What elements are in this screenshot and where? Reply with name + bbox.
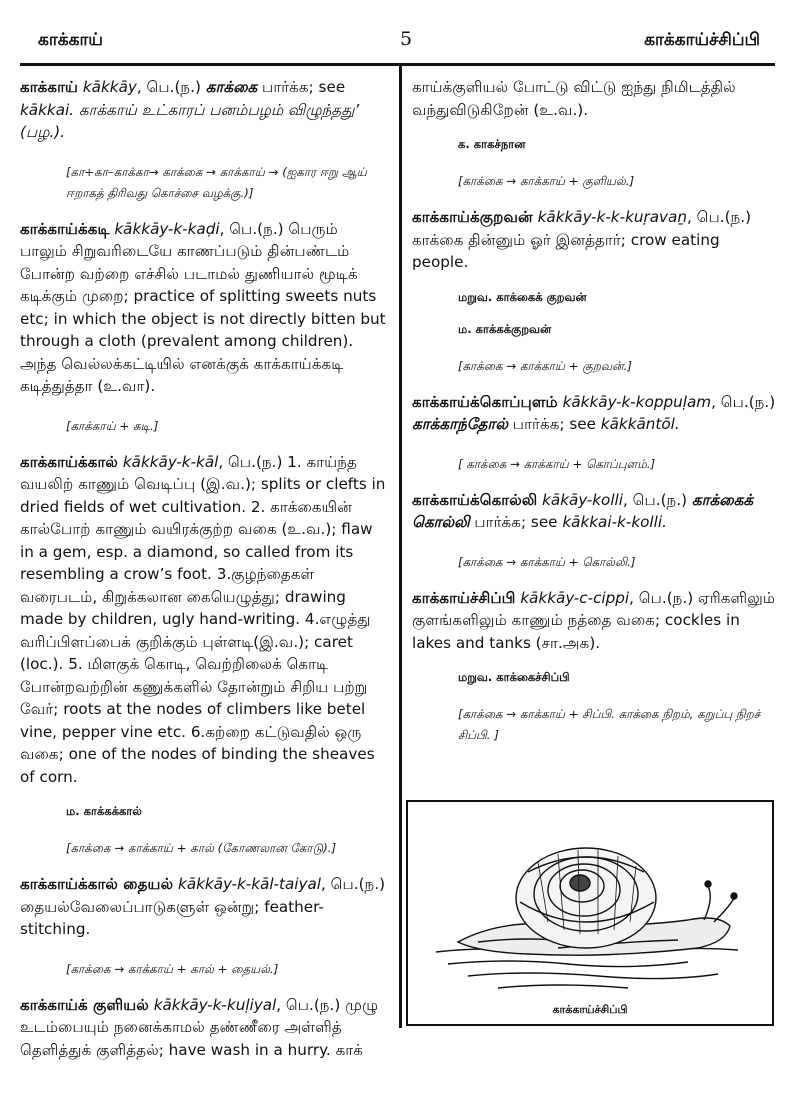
etymology-note: [காக்கை → காக்காய் + கால் (கோணலான கோடு).] (66, 841, 337, 855)
etymology-note: [காக்கை → காக்காய் + குறவன்.] (458, 358, 632, 373)
part-of-speech: , பெ.(ந.) (686, 208, 751, 226)
definition: தையல்வேலைப்பாடுகளுள் ஒன்று; feather-stitching. (20, 897, 324, 938)
dictionary-entry (20, 451, 388, 789)
definition: பார்க்க; see (507, 415, 601, 433)
dictionary-entry (20, 994, 388, 1062)
running-head-right: காக்காய்ச்சிப்பி (644, 30, 760, 50)
cognate-note: மறுவ. காக்கைக் குறவன் (458, 289, 587, 304)
transliteration: kākkāy-c-cippi (520, 588, 630, 607)
definition: ஏரிகளிலும் குளங்களிலும் காணும் நத்தை வகை; cockles in lakes and tanks (சா.அக). (412, 588, 776, 652)
part-of-speech: , பெ.(ந.) (623, 490, 692, 509)
part-of-speech: , பெ.(ந.) (711, 392, 776, 411)
part-of-speech: , பெ.(ந.) (276, 995, 346, 1014)
cross-reference: காக்காந்தோல் (412, 415, 508, 433)
cognate-note: மறுவ. காக்கைச்சிப்பி (458, 670, 570, 684)
part-of-speech: , பெ.(ந.) (321, 875, 386, 893)
column-divider (399, 66, 402, 1028)
transliteration: kākkāy-k-kuḷiyal (153, 995, 277, 1014)
part-of-speech: , பெ.(ந.) (136, 78, 206, 96)
headword: காக்காய்ச்சிப்பி (412, 588, 516, 607)
definition: காக்கை தின்னும் ஓர் இனத்தார்; crow eating people. (412, 230, 720, 271)
definition: பார்க்க; see (257, 78, 346, 96)
transliteration: kākkāy-k-k-kuṛavaṉ (537, 208, 687, 226)
etymology-note: [காக்கை → காக்காய் + கொல்லி.] (458, 554, 636, 569)
etymology-note: [காக்கை → காக்காய் + குளியல்.] (458, 174, 635, 188)
part-of-speech: , பெ.(ந.) (218, 452, 288, 471)
see-also: kākkāntōl. (600, 415, 680, 433)
cognate-note: ம. காக்கக்குறவன் (458, 321, 552, 336)
dictionary-entry (412, 587, 777, 655)
see-also: kākkai. காக்காய் உட்காரப் பனம்பழம் விழுந்தது’ (பழ.). (20, 100, 360, 141)
etymology-note: [காக்கை → காக்காய் + சிப்பி. காக்கை நிறம், கறுப்பு நிறச் சிப்பி. ] (458, 707, 761, 742)
etymology-note: [ காக்கை → காக்காய் + கொப்புளம்.] (458, 456, 656, 471)
etymology-note: [கா+கா–காக்கா→ காக்கை → காக்காய் → (ஐகார ஈறு ஆய் ஈறாகத் திரிவது கொச்சை வழக்கு.)] (66, 164, 367, 200)
headword: காக்காய்க்கால் தையல் (20, 875, 174, 893)
headword: காக்காய்க்கொல்லி (412, 490, 538, 509)
headword: காக்காய்க் குளியல் (20, 995, 149, 1014)
dictionary-entry (20, 873, 388, 941)
running-head-left: காக்காய் (38, 30, 103, 50)
snail-figure (406, 800, 774, 1026)
cognate-note: க. காகச்நான (458, 137, 526, 151)
page-number: 5 (400, 28, 413, 50)
dictionary-entry (20, 76, 388, 144)
transliteration: kākkāy-k-kāl-taiyal (178, 875, 322, 893)
transliteration: kākkāy-k-koppuḷam (562, 392, 712, 411)
figure-caption: காக்காய்ச்சிப்பி (552, 1003, 628, 1016)
etymology-note: [காக்கை → காக்காய் + கால் + தையல்.] (66, 961, 279, 976)
cross-reference: காக்கைக் கொல்லி (412, 490, 754, 531)
headword: காக்காய்க்கால் (20, 452, 119, 471)
definition: 1. காய்ந்த வயலிற் காணும் வெடிப்பு (இ.வ.); splits or clefts in dried fields of wet cultivation. 2. காக்கையின் கால்போற் காணும் வயிரக்குற்ற வகை (உ.வ.); flaw in a gem, esp. a diamond, so called from its resembling a crow’s foot. 3.குழந்தைகள் வரைபடம், கிறுக்கலான கையெழுத்து; drawing made by children, ugly hand-writing. 4.எழுத்து வரிப்பிளப்பைக் குறிக்கும் புள்ளடி(இ.வ.); caret (loc.). 5. மிளகுக் கொடி, வெற்றிலைக் கொடி போன்றவற்றின் கணுக்களில் தோன்றும் சிறிய பற்று வேர்; roots at the nodes of climbers like betel vine, pepper vine etc. 6.கற்றை கட்டுவதில் ஒரு வகை; one of the nodes of binding the sheaves of corn. (20, 452, 386, 786)
transliteration: kākāy-kolli (542, 490, 624, 509)
definition: காய்க்குளியல் போட்டு விட்டு ஐந்து நிமிடத்தில் வந்துவிடுகிறேன் (உ.வ.). (412, 78, 736, 119)
definition: பார்க்க; see (469, 513, 563, 531)
dictionary-entry (412, 489, 777, 534)
definition: பெரும் பாலும் சிறுவரிடையே காணப்படும் தின்பண்டம் போன்ற வற்றை எச்சில் படாமல் துணியால் மூடிக் கடிக்கும் முறை; practice of splitting sweets nuts etc; in which the object is not directly bitten but through a cloth (prevalent among children). அந்த வெல்லக்கட்டியில் எனக்குக் காக்காய்க்கடி கடித்துத்தா (உ.வா). (20, 219, 386, 395)
transliteration: kākkāy (82, 78, 137, 96)
cross-reference: காக்கை (205, 78, 258, 96)
headword: காக்காய்க்குறவன் (412, 208, 533, 226)
headword: காக்காய் (20, 78, 79, 96)
header-rule (20, 63, 775, 66)
snail-illustration (408, 802, 772, 1024)
headword: காக்காய்க்கடி (20, 219, 110, 238)
dictionary-entry (412, 206, 777, 274)
cognate-note: ம. காக்கக்கால் (66, 804, 142, 818)
left-column (20, 76, 388, 1067)
page-header (38, 30, 760, 58)
etymology-note: [காக்காய் + கடி.] (66, 418, 159, 433)
part-of-speech: , பெ.(ந.) (629, 588, 699, 607)
dictionary-entry (412, 391, 777, 436)
headword: காக்காய்க்கொப்புளம் (412, 392, 558, 411)
part-of-speech: , பெ.(ந.) (219, 219, 289, 238)
transliteration: kākkāy-k-kaḍi (114, 219, 220, 238)
right-column (412, 76, 777, 760)
definition: முழு உடம்பையும் நனைக்காமல் தண்ணீரை அள்ளித் தெளித்துக் குளித்தல்; have wash in a hurry. காக் (20, 995, 379, 1059)
dictionary-entry (20, 218, 388, 398)
transliteration: kākkāy-k-kāl (122, 452, 219, 471)
see-also: kākkai-k-kolli. (562, 513, 667, 531)
entry-continuation (412, 76, 777, 121)
